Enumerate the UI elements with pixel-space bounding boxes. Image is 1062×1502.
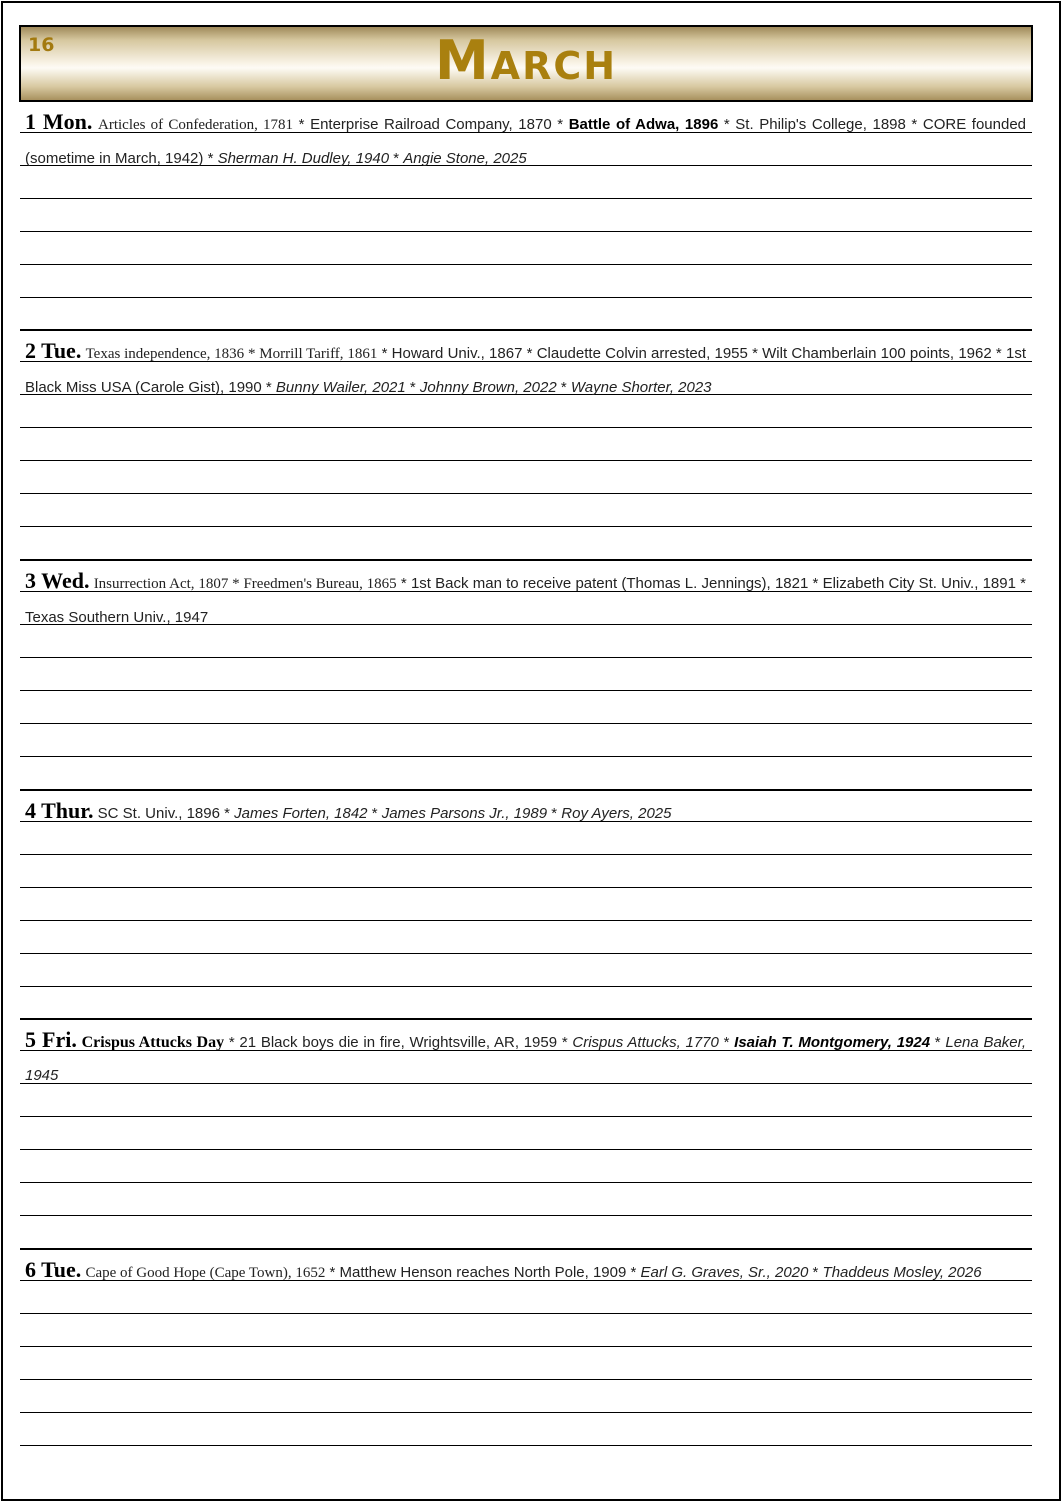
writing-line[interactable] [20,756,1032,757]
event-text: * [808,1264,823,1281]
event-text: Roy Ayers, 2025 [561,805,672,822]
event-text: Angie Stone, 2025 [403,150,527,167]
event-text: Lena Baker, 1945 [25,1034,1026,1084]
day-section [20,789,1032,1019]
event-text: * Matthew Henson reaches North Pole, 1909 * [325,1264,641,1281]
day-section [20,329,1032,559]
event-text: James Parsons Jr., 1989 [381,805,548,822]
writing-line[interactable] [20,1346,1032,1347]
event-text: * [405,379,420,396]
writing-line[interactable] [20,1182,1032,1183]
day-label: 4 Thur. [25,798,94,823]
month-header [19,25,1033,102]
event-text: * [556,379,571,396]
day-section [20,1018,1032,1248]
event-text: Sherman H. Dudley, 1940 [217,150,390,167]
writing-line[interactable] [20,526,1032,527]
writing-line[interactable] [20,723,1032,724]
day-label: 3 Wed. [25,568,90,593]
writing-line[interactable] [20,1445,1032,1446]
section-divider [20,1018,1032,1020]
day-section [20,559,1032,789]
writing-line[interactable] [20,231,1032,232]
writing-line[interactable] [20,297,1032,298]
event-text: * St. Philip's College, 1898 * CORE founded (sometime in March, 1942) * [25,116,1027,167]
day-label: 6 Tue. [25,1257,82,1282]
day-label: 1 Mon. [25,109,93,134]
writing-line[interactable] [20,1215,1032,1216]
event-text: Insurrection Act, 1807 * Freedmen's Bureau, 1865 [93,576,397,592]
event-text: Isaiah T. Montgomery, 1924 [734,1034,931,1051]
event-text: Articles of Confederation, 1781 [98,117,294,133]
writing-line[interactable] [20,887,1032,888]
event-text: Johnny Brown, 2022 [419,379,557,396]
event-text: Crispus Attucks, 1770 [572,1034,719,1051]
month-title: March [434,29,618,92]
day-label: 2 Tue. [25,338,82,363]
day-events [25,1023,1026,1092]
writing-line[interactable] [20,1379,1032,1380]
day-label: 5 Fri. [25,1027,77,1052]
event-text: Cape of Good Hope (Cape Town), 1652 [85,1265,326,1281]
event-text: * 1st Back man to receive patent (Thomas L. Jennings), 1821 * Elizabeth City St. Univ., 1891 * Texas Southern Univ., 1947 [25,575,1027,626]
event-text: Earl G. Graves, Sr., 2020 [640,1264,809,1281]
event-text: * [367,805,382,822]
writing-line[interactable] [20,986,1032,987]
writing-line[interactable] [20,657,1032,658]
event-text: * Enterprise Railroad Company, 1870 * [293,116,569,133]
writing-line[interactable] [20,198,1032,199]
writing-line[interactable] [20,1412,1032,1413]
event-text: Crispus Attucks Day [81,1034,225,1051]
writing-line[interactable] [20,460,1032,461]
event-text: Bunny Wailer, 2021 [275,379,406,396]
event-text: SC St. Univ., 1896 * [97,805,235,822]
day-section [20,1248,1032,1478]
day-section [20,100,1032,330]
writing-line[interactable] [20,1116,1032,1117]
day-events [25,564,1026,634]
writing-line[interactable] [20,427,1032,428]
event-text: Thaddeus Mosley, 2026 [822,1264,982,1281]
event-text: James Forten, 1842 [234,805,368,822]
day-events [25,1253,1026,1290]
writing-line[interactable] [20,690,1032,691]
event-text: * [547,805,562,822]
section-divider [20,1248,1032,1250]
section-divider [20,789,1032,791]
writing-line[interactable] [20,493,1032,494]
day-events [25,334,1026,404]
writing-line[interactable] [20,920,1032,921]
section-divider [20,329,1032,331]
event-text: * Howard Univ., 1867 * Claudette Colvin arrested, 1955 * Wilt Chamberlain 100 points, 1962 * 1st Black Miss USA (Carole Gist), 1990 * [25,345,1026,396]
writing-line[interactable] [20,264,1032,265]
writing-line[interactable] [20,953,1032,954]
writing-line[interactable] [20,1149,1032,1150]
writing-line[interactable] [20,1313,1032,1314]
section-divider [20,100,1032,102]
page-number: 16 [28,34,55,56]
event-text: * 21 Black boys die in fire, Wrightsville, AR, 1959 * [224,1034,573,1051]
writing-line[interactable] [20,854,1032,855]
event-text: Texas independence, 1836 * Morrill Tariff, 1861 [85,346,378,362]
event-text: * [930,1034,946,1051]
day-events [25,794,1026,830]
event-text: Battle of Adwa, 1896 [568,116,719,133]
event-text: * [389,150,404,167]
event-text: Wayne Shorter, 2023 [570,379,712,396]
section-divider [20,559,1032,561]
day-events [25,105,1026,175]
event-text: * [718,1034,735,1051]
